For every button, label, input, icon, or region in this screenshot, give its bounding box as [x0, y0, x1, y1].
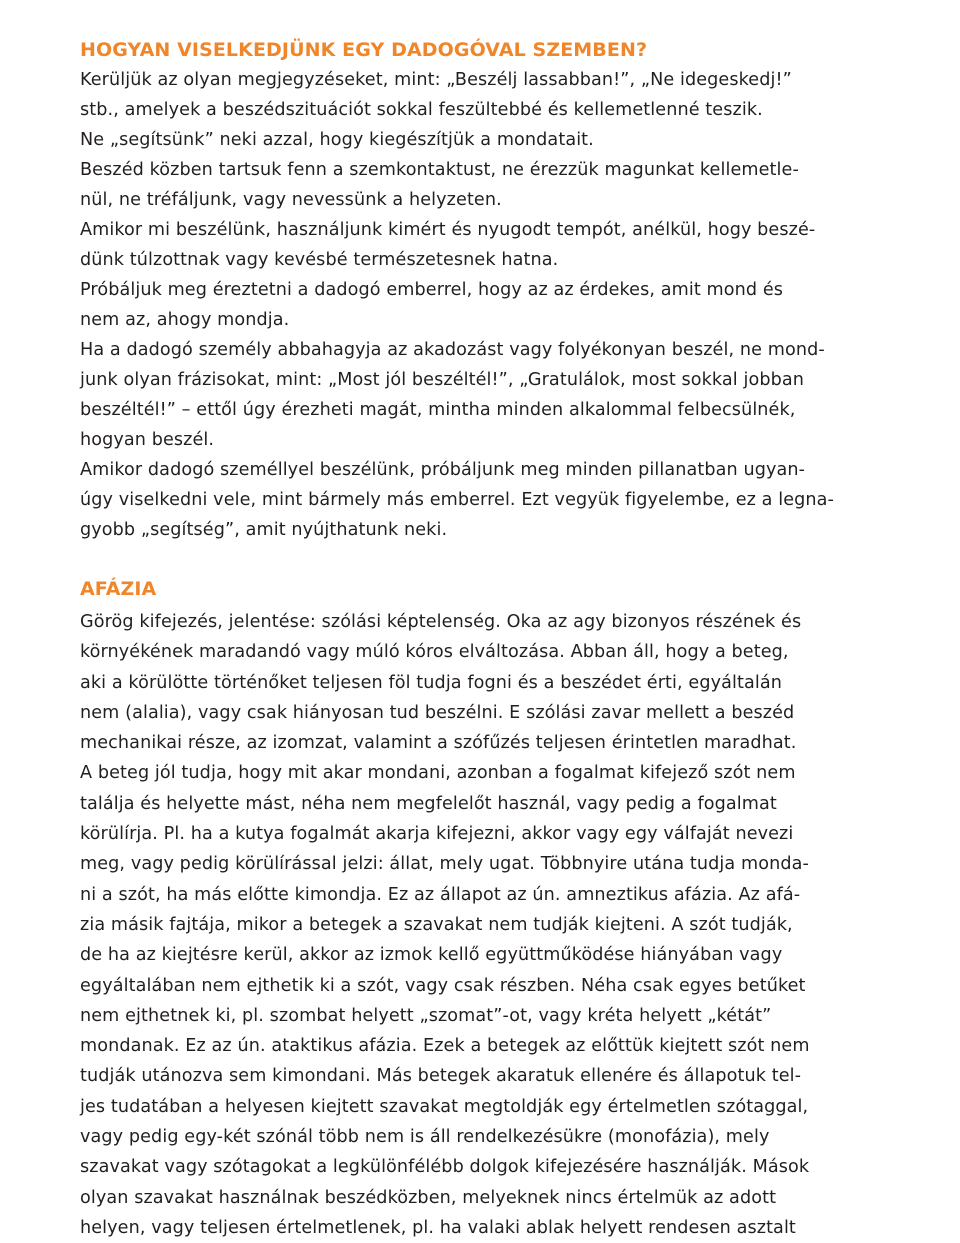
section-body-aphasia [80, 607, 880, 1243]
text-line: gyobb „segítség”, amit nyújthatunk neki. [80, 520, 448, 540]
text-line: Ha a dadogó személy abbahagyja az akadozást vagy folyékonyan beszél, ne mond- [80, 340, 825, 360]
text-line: Görög kifejezés, jelentése: szólási képtelenség. Oka az agy bizonyos részének és [80, 612, 802, 632]
text-line: nem ejthetnek ki, pl. szombat helyett „szomat”-ot, vagy kréta helyett „kétát” [80, 1005, 772, 1026]
text-line: körülírja. Pl. ha a kutya fogalmát akarja kifejezni, akkor vagy egy válfaját nevezi [80, 824, 794, 845]
text-line: de ha az kiejtésre kerül, akkor az izmok kellő együttműködése hiányában vagy [80, 945, 783, 966]
text-line: zia másik fajtája, mikor a betegek a szavakat nem tudják kiejteni. A szót tudják, [80, 914, 793, 935]
text-line: Ne „segítsünk” neki azzal, hogy kiegészítjük a mondatait. [80, 130, 594, 150]
text-line: tudják utánozva sem kimondani. Más betegek akaratuk ellenére és állapotuk tel- [80, 1066, 802, 1087]
text-line: mechanikai része, az izomzat, valamint a szófűzés teljesen érintetlen maradhat. [80, 733, 797, 754]
text-line: Amikor mi beszélünk, használjunk kimért és nyugodt tempót, anélkül, hogy beszé- [80, 220, 816, 240]
text-line: jes tudatában a helyesen kiejtett szavakat megtoldják egy értelmetlen szótaggal, [80, 1096, 809, 1117]
text-line: Amikor dadogó személlyel beszélünk, próbáljunk meg minden pillanatban ugyan- [80, 460, 806, 480]
section-aphasia [80, 575, 880, 1243]
text-line: úgy viselkedni vele, mint bármely más emberrel. Ezt vegyük figyelembe, ez a legna- [80, 490, 835, 510]
section-heading-aphasia: AFÁZIA [80, 578, 157, 600]
text-line: mondanak. Ez az ún. ataktikus afázia. Ezek a betegek az előttük kiejtett szót nem [80, 1036, 810, 1057]
text-line: nül, ne tréfáljunk, vagy nevessünk a helyzeten. [80, 190, 502, 210]
text-line: hogyan beszél. [80, 430, 215, 450]
text-line: stb., amelyek a beszédszituációt sokkal feszültebbé és kellemetlenné teszik. [80, 100, 763, 120]
text-line: A beteg jól tudja, hogy mit akar mondani, azonban a fogalmat kifejező szót nem [80, 763, 796, 784]
document-page [80, 36, 880, 1243]
text-line: találja és helyette mást, néha nem megfelelőt használ, vagy pedig a fogalmat [80, 793, 777, 814]
text-line: aki a körülötte történőket teljesen föl tudja fogni és a beszédet érti, egyáltalán [80, 672, 783, 693]
text-line: olyan szavakat használnak beszédközben, melyeknek nincs értelmük az adott [80, 1187, 777, 1208]
text-line: egyáltalában nem ejthetik ki a szót, vagy csak részben. Néha csak egyes betűket [80, 975, 806, 996]
text-line: szavakat vagy szótagokat a legkülönfélébb dolgok kifejezésére használják. Mások [80, 1157, 810, 1178]
text-line: Kerüljük az olyan megjegyzéseket, mint: „Beszélj lassabban!”, „Ne idegeskedj!” [80, 70, 792, 90]
text-line: vagy pedig egy-két szónál több nem is áll rendelkezésükre (monofázia), mely [80, 1127, 770, 1148]
section-heading-stuttering: HOGYAN VISELKEDJÜNK EGY DADOGÓVAL SZEMBEN? [80, 39, 648, 61]
section-stuttering-behavior [80, 36, 880, 545]
text-line: nem az, ahogy mondja. [80, 310, 290, 330]
text-line: Próbáljuk meg éreztetni a dadogó emberrel, hogy az az érdekes, amit mond és [80, 280, 784, 300]
text-line: helyen, vagy teljesen értelmetlenek, pl. ha valaki ablak helyett rendesen asztalt [80, 1217, 796, 1238]
text-line: nem (alalia), vagy csak hiányosan tud beszélni. E szólási zavar mellett a beszéd [80, 702, 795, 723]
text-line: beszéltél!” – ettől úgy érezheti magát, mintha minden alkalommal felbecsülnék, [80, 400, 796, 420]
text-line: junk olyan frázisokat, mint: „Most jól beszéltél!”, „Gratulálok, most sokkal jobban [80, 370, 804, 390]
text-line: ni a szót, ha más előtte kimondja. Ez az állapot az ún. amneztikus afázia. Az afá- [80, 884, 801, 905]
text-line: dünk túlzottnak vagy kevésbé természetesnek hatna. [80, 250, 559, 270]
text-line: környékének maradandó vagy múló kóros elváltozása. Abban áll, hogy a beteg, [80, 642, 789, 663]
section-body-stuttering [80, 65, 880, 545]
text-line: meg, vagy pedig körülírással jelzi: állat, mely ugat. Többnyire utána tudja monda- [80, 854, 809, 875]
text-line: Beszéd közben tartsuk fenn a szemkontaktust, ne érezzük magunkat kellemetle- [80, 160, 799, 180]
